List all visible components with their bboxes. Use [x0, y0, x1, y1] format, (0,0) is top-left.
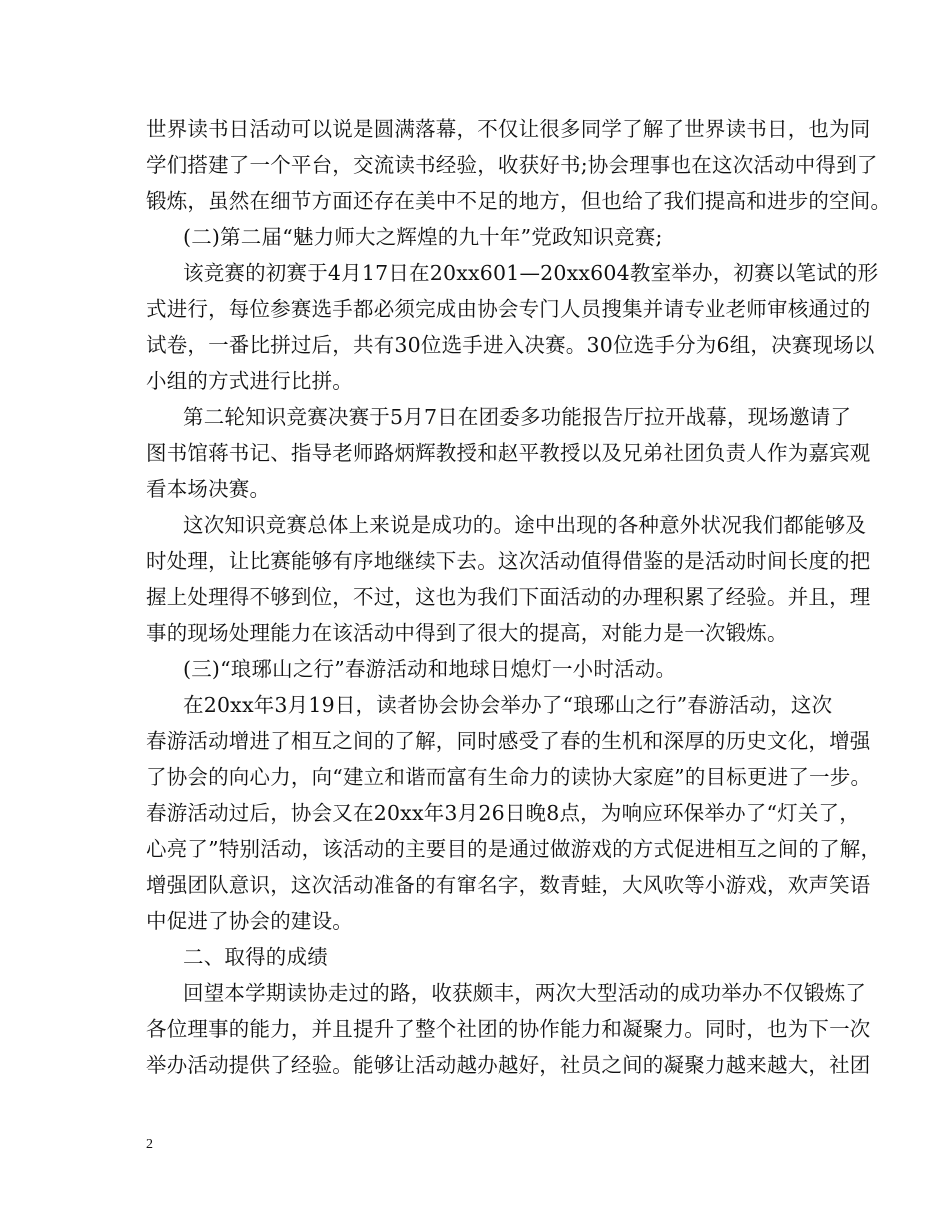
- text-line: 春游活动过后，协会又在20xx年3月26日晚8点，为响应环保举办了“灯关了，: [146, 801, 860, 825]
- text-line: 时处理，让比赛能够有序地继续下去。这次活动值得借鉴的是活动时间长度的把: [146, 549, 871, 573]
- text-line: 春游活动增进了相互之间的了解，同时感受了春的生机和深厚的历史文化，增强: [146, 729, 871, 753]
- text-line: 学们搭建了一个平台，交流读书经验，收获好书;协会理事也在这次活动中得到了: [146, 153, 878, 177]
- text-line: 在20xx年3月19日，读者协会协会举办了“琅琊山之行”春游活动，这次: [183, 693, 833, 717]
- text-line: 小组的方式进行比拼。: [146, 369, 353, 393]
- text-line: 第二轮知识竞赛决赛于5月7日在团委多功能报告厅拉开战幕，现场邀请了: [183, 405, 852, 429]
- text-line: 握上处理得不够到位，不过，这也为我们下面活动的办理积累了经验。并且，理: [146, 585, 871, 609]
- page-number: 2: [146, 1137, 153, 1152]
- text-line: 中促进了协会的建设。: [146, 909, 353, 933]
- text-line: 世界读书日活动可以说是圆满落幕，不仅让很多同学了解了世界读书日，也为同: [146, 117, 871, 141]
- text-line: 看本场决赛。: [146, 477, 271, 501]
- text-line: 图书馆蒋书记、指导老师路炳辉教授和赵平教授以及兄弟社团负责人作为嘉宾观: [146, 441, 871, 465]
- text-line: 了协会的向心力，向“建立和谐而富有生命力的读协大家庭”的目标更进了一步。: [146, 765, 872, 789]
- section-heading: (三)“琅琊山之行”春游活动和地球日熄灯一小时活动。: [183, 657, 677, 681]
- text-line: 事的现场处理能力在该活动中得到了很大的提高，对能力是一次锻炼。: [146, 621, 788, 645]
- section-heading: (二)第二届“魅力师大之辉煌的九十年”党政知识竞赛;: [183, 225, 663, 249]
- text-line: 回望本学期读协走过的路，收获颇丰，两次大型活动的成功举办不仅锻炼了: [183, 981, 867, 1005]
- section-heading: 二、取得的成绩: [183, 945, 328, 969]
- text-line: 式进行，每位参赛选手都必须完成由协会专门人员搜集并请专业老师审核通过的: [146, 297, 871, 321]
- text-line: 增强团队意识，这次活动准备的有窜名字，数青蛙，大风吹等小游戏，欢声笑语: [146, 873, 871, 897]
- text-line: 这次知识竞赛总体上来说是成功的。途中出现的各种意外状况我们都能够及: [183, 513, 867, 537]
- text-line: 锻炼，虽然在细节方面还存在美中不足的地方，但也给了我们提高和进步的空间。: [146, 189, 892, 213]
- text-line: 该竞赛的初赛于4月17日在20xx601—20xx604教室举办，初赛以笔试的形: [183, 261, 879, 285]
- text-line: 心亮了”特别活动，该活动的主要目的是通过做游戏的方式促进相互之间的了解，: [146, 837, 882, 861]
- text-line: 举办活动提供了经验。能够让活动越办越好，社员之间的凝聚力越来越大，社团: [146, 1053, 871, 1077]
- text-line: 试卷，一番比拼过后，共有30位选手进入决赛。30位选手分为6组，决赛现场以: [146, 333, 875, 357]
- text-line: 各位理事的能力，并且提升了整个社团的协作能力和凝聚力。同时，也为下一次: [146, 1017, 871, 1041]
